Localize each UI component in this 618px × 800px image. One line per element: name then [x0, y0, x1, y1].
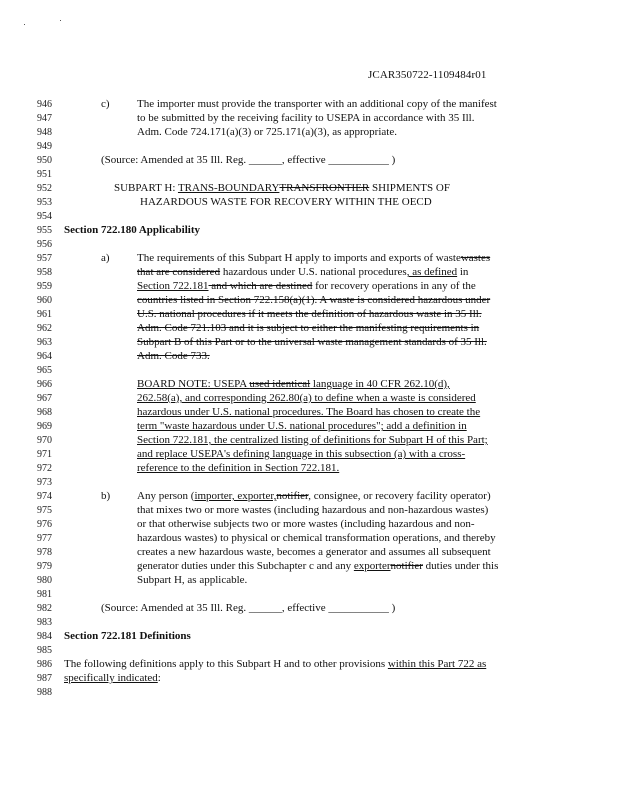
line-number: 984 — [37, 631, 52, 642]
plain-text: for recovery operations in any of the — [312, 280, 476, 292]
line-number: 957 — [37, 253, 52, 264]
board-note-line: reference to the definition in Section 722.181. — [137, 462, 340, 474]
line-number: 955 — [37, 225, 52, 236]
line-number: 963 — [37, 337, 52, 348]
inserted-text: language in 40 CFR 262.10(d), — [310, 378, 450, 390]
deleted-text: countries listed in Section 722.158(a)(1). — [137, 294, 318, 306]
line-number: 946 — [37, 99, 52, 110]
inserted-text: importer, exporter, — [194, 490, 277, 502]
plain-text: in — [457, 266, 469, 278]
line-number: 952 — [37, 183, 52, 194]
subsection-c-line: The importer must provide the transporter with an additional copy of the manifest — [137, 98, 497, 110]
subsection-a-label: a) — [101, 252, 110, 264]
line-number: 985 — [37, 645, 52, 656]
subsection-a-line — [137, 252, 490, 264]
deleted-text: notifier — [390, 560, 423, 572]
subpart-heading — [114, 182, 450, 194]
subsection-b-line — [137, 490, 491, 502]
deleted-text: A waste is considered hazardous under — [317, 294, 491, 306]
line-number: 956 — [37, 239, 52, 250]
document-id: JCAR350722-1109484r01 — [368, 69, 487, 81]
subsection-b-line — [137, 560, 498, 572]
deleted-text: and which are destined — [208, 280, 313, 292]
subsection-b-line: Subpart H, as applicable. — [137, 574, 248, 586]
line-number: 964 — [37, 351, 52, 362]
line-number: 947 — [37, 113, 52, 124]
board-note-line: and replace USEPA's defining language in this subsection (a) with a cross- — [137, 448, 466, 460]
line-number: 973 — [37, 477, 52, 488]
inserted-text: BOARD NOTE: USEPA — [137, 378, 250, 390]
deleted-text: used identical — [249, 378, 311, 390]
line-number: 982 — [37, 603, 52, 614]
source-note: (Source: Amended at 35 Ill. Reg. ______, effective ___________ ) — [101, 602, 396, 614]
subsection-a-line — [137, 294, 490, 306]
subpart-heading-text: SUBPART H: — [114, 182, 178, 194]
line-number: 975 — [37, 505, 52, 516]
subsection-c-line: to be submitted by the receiving facility to USEPA in accordance with 35 Ill. — [137, 112, 475, 124]
subsection-b-label: b) — [101, 490, 111, 502]
subsection-a-deleted-line: Adm. Code 733. — [137, 350, 210, 362]
board-note-line: term "waste hazardous under U.S. national procedures"; add a definition in — [137, 420, 467, 432]
inserted-text: exporter — [353, 560, 391, 572]
inserted-text: Section 722.181 — [137, 280, 209, 292]
line-number: 980 — [37, 575, 52, 586]
line-number: 972 — [37, 463, 52, 474]
subsection-c-label: c) — [101, 98, 110, 110]
line-number: 954 — [37, 211, 52, 222]
subpart-heading-text: SHIPMENTS OF — [369, 182, 450, 194]
plain-text: Any person ( — [137, 490, 195, 502]
line-number: 960 — [37, 295, 52, 306]
inserted-text: TRANS-BOUNDARY — [177, 182, 280, 194]
line-number: 970 — [37, 435, 52, 446]
line-number: 971 — [37, 449, 52, 460]
line-number: 987 — [37, 673, 52, 684]
line-number: 988 — [37, 687, 52, 698]
line-number: 949 — [37, 141, 52, 152]
deleted-text: wastes — [460, 252, 491, 264]
inserted-text: , as defined — [406, 266, 458, 278]
subsection-a-deleted-line: Subpart B of this Part or to the universal waste management standards of 35 Ill. — [137, 336, 487, 348]
plain-text: The following definitions apply to this Subpart H and to other provisions — [64, 658, 388, 670]
subsection-c-line: Adm. Code 724.171(a)(3) or 725.171(a)(3), as appropriate. — [137, 126, 397, 138]
inserted-text: specifically indicated — [64, 672, 158, 684]
subsection-a-line — [137, 280, 476, 292]
board-note-line: hazardous under U.S. national procedures. The Board has chosen to create the — [137, 406, 481, 418]
section-722-181-heading: Section 722.181 Definitions — [64, 630, 191, 642]
line-number: 981 — [37, 589, 52, 600]
line-number: 965 — [37, 365, 52, 376]
line-number: 953 — [37, 197, 52, 208]
board-note-line: 262.58(a), and corresponding 262.80(a) to define when a waste is considered — [137, 392, 476, 404]
subsection-b-line: that mixes two or more wastes (including hazardous and non-hazardous wastes) — [137, 504, 489, 516]
subsection-a-deleted-line: U.S. national procedures if it meets the definition of hazardous waste in 35 Ill. — [137, 308, 482, 320]
line-number: 986 — [37, 659, 52, 670]
plain-text: generator duties under this Subchapter c and any — [137, 560, 354, 572]
board-note-line — [137, 378, 450, 390]
definitions-intro-line — [64, 672, 161, 684]
line-number: 979 — [37, 561, 52, 572]
plain-text: : — [157, 672, 161, 684]
line-number: 951 — [37, 169, 52, 180]
scan-speck — [60, 20, 61, 21]
definitions-intro-line — [64, 658, 486, 670]
line-number: 983 — [37, 617, 52, 628]
line-number: 958 — [37, 267, 52, 278]
line-number: 962 — [37, 323, 52, 334]
scan-speck — [24, 24, 25, 25]
inserted-text: within this Part 722 as — [387, 658, 487, 670]
subsection-b-line: or that otherwise subjects two or more wastes (including hazardous and non- — [137, 518, 475, 530]
plain-text: hazardous under U.S. national procedures — [220, 266, 407, 278]
subsection-b-line: creates a new hazardous waste, becomes a generator and assumes all subsequent — [137, 546, 491, 558]
deleted-text: TRANSFRONTIER — [279, 182, 370, 194]
line-number: 978 — [37, 547, 52, 558]
line-number: 967 — [37, 393, 52, 404]
line-number: 974 — [37, 491, 52, 502]
line-number: 966 — [37, 379, 52, 390]
line-number: 950 — [37, 155, 52, 166]
section-722-180-heading: Section 722.180 Applicability — [64, 224, 200, 236]
board-note-line: Section 722.181, the centralized listing of definitions for Subpart H of this Part; — [137, 434, 488, 446]
deleted-text: notifier — [276, 490, 309, 502]
subsection-b-line: hazardous wastes) to physical or chemical transformation operations, and thereby — [137, 532, 496, 544]
subsection-a-line — [137, 266, 468, 278]
subpart-heading-line2: HAZARDOUS WASTE FOR RECOVERY WITHIN THE OECD — [140, 196, 432, 208]
line-number: 948 — [37, 127, 52, 138]
plain-text: The requirements of this Subpart H apply to imports and exports of waste — [137, 252, 461, 264]
subsection-a-deleted-line: Adm. Code 721.103 and it is subject to either the manifesting requirements in — [137, 322, 480, 334]
plain-text: duties under this — [422, 560, 499, 572]
line-number: 969 — [37, 421, 52, 432]
line-number: 959 — [37, 281, 52, 292]
deleted-text: that are considered — [137, 266, 221, 278]
source-note: (Source: Amended at 35 Ill. Reg. ______, effective ___________ ) — [101, 154, 396, 166]
line-number: 976 — [37, 519, 52, 530]
line-number: 968 — [37, 407, 52, 418]
plain-text: , consignee, or recovery facility operator) — [308, 490, 491, 502]
line-number: 977 — [37, 533, 52, 544]
line-number: 961 — [37, 309, 52, 320]
